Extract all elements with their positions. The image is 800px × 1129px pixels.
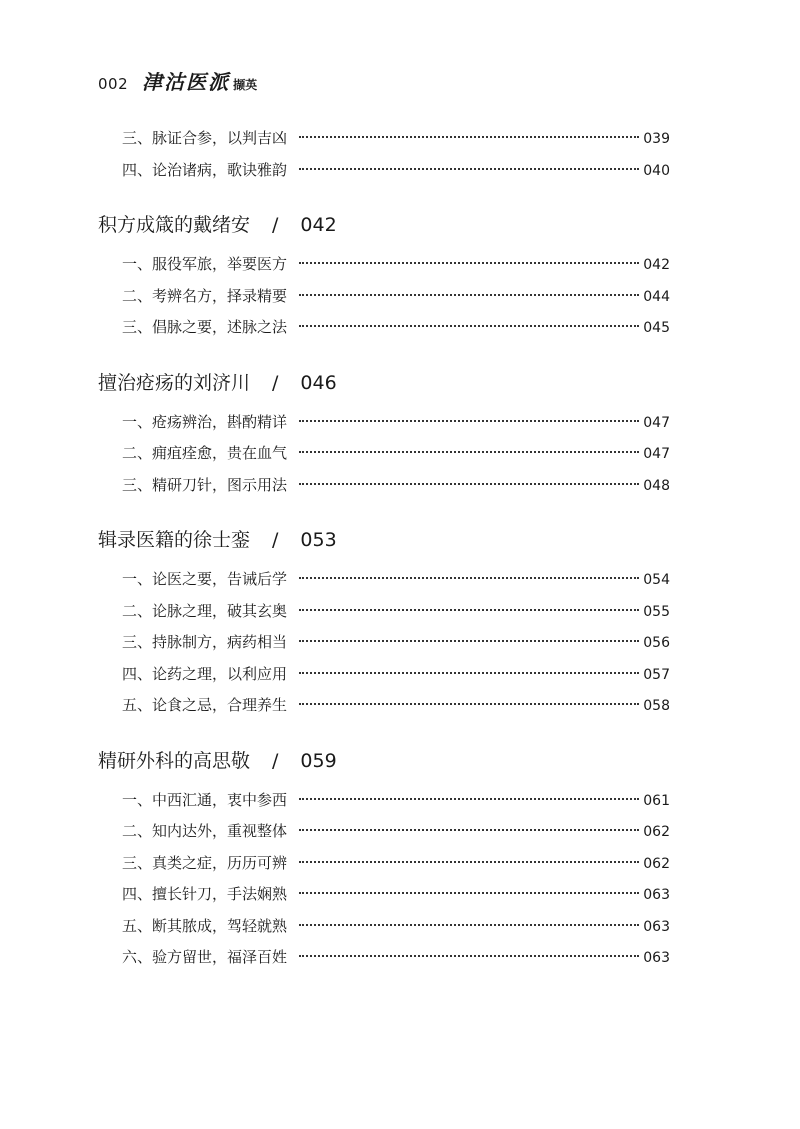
chapter-separator: /: [272, 749, 279, 772]
dot-leader: [299, 483, 639, 485]
dot-leader: [299, 325, 639, 327]
toc-entry[interactable]: [98, 911, 670, 943]
toc-entry[interactable]: [98, 848, 670, 880]
running-header: [98, 66, 257, 95]
toc-entry-title: 五、断其脓成，驾轻就熟: [122, 916, 288, 935]
chapter-separator: /: [272, 214, 279, 236]
toc-entry-title: 一、服役军旅，举要医方: [122, 255, 288, 273]
toc-entry-page: 055: [643, 603, 670, 620]
toc-entry-page: 061: [643, 792, 670, 809]
toc-entry-page: 056: [643, 635, 670, 651]
chapter-heading[interactable]: [98, 523, 670, 557]
toc-entry[interactable]: [98, 659, 670, 691]
toc-entry-page: 045: [643, 320, 670, 336]
chapter-title: 擅治疮疡的刘济川: [98, 371, 251, 394]
toc-entry-title: 三、真类之症，历历可辨: [122, 853, 288, 872]
toc-entry[interactable]: [98, 438, 670, 470]
toc-entry[interactable]: [98, 785, 670, 817]
chapter-page: 046: [300, 371, 337, 394]
toc-chapter-liu-jichuan: [98, 366, 670, 502]
toc-chapter-gao-sijing: [98, 744, 670, 974]
dot-leader: [299, 955, 639, 957]
toc-entry-page: 047: [643, 414, 670, 431]
dot-leader: [299, 420, 639, 422]
dot-leader: [299, 609, 639, 611]
dot-leader: [299, 451, 639, 453]
toc-entry-title: 一、疮疡辨治，斟酌精详: [122, 412, 288, 431]
toc-entry-title: 五、论食之忌，合理养生: [122, 696, 288, 714]
toc-entry-page: 047: [643, 446, 670, 462]
toc-intro-section: [98, 123, 670, 186]
toc-entry-title: 四、论治诸病，歌诀雅韵: [122, 160, 288, 179]
page-number: 002: [98, 75, 129, 93]
dot-leader: [299, 136, 639, 138]
dot-leader: [299, 861, 639, 863]
toc-entry-page: 058: [643, 698, 670, 714]
toc-entry-page: 062: [643, 855, 670, 872]
dot-leader: [299, 892, 639, 894]
chapter-title: 辑录医籍的徐士銮: [98, 529, 251, 551]
toc-entry-title: 六、验方留世，福泽百姓: [122, 948, 288, 966]
dot-leader: [299, 703, 639, 705]
toc-entry-title: 四、擅长针刀，手法娴熟: [122, 885, 288, 903]
toc-entry-title: 二、知内达外，重视整体: [122, 822, 288, 840]
toc-entry-page: 063: [643, 950, 670, 966]
toc-entry[interactable]: [98, 249, 670, 281]
dot-leader: [299, 640, 639, 642]
toc-entry[interactable]: [98, 596, 670, 628]
toc-entry-title: 二、痈疽痊愈，贵在血气: [122, 444, 288, 462]
dot-leader: [299, 262, 639, 264]
toc-entry-title: 四、论药之理，以利应用: [122, 664, 288, 683]
toc-entry[interactable]: [98, 564, 670, 596]
chapter-heading[interactable]: [98, 208, 670, 242]
toc-chapter-xu-shiluan: [98, 523, 670, 722]
toc-entry[interactable]: [98, 123, 670, 155]
toc-entry-page: 040: [643, 162, 670, 179]
toc-entry[interactable]: [98, 312, 670, 344]
chapter-title: 精研外科的高思敬: [98, 749, 251, 772]
dot-leader: [299, 924, 639, 926]
book-title-group: [142, 66, 257, 95]
chapter-separator: /: [272, 371, 279, 394]
toc-entry-title: 三、倡脉之要，述脉之法: [122, 318, 288, 336]
toc-entry-page: 063: [643, 887, 670, 903]
dot-leader: [299, 168, 639, 170]
toc-entry[interactable]: [98, 155, 670, 187]
toc-entry-page: 062: [643, 824, 670, 840]
chapter-page: 053: [300, 529, 337, 551]
dot-leader: [299, 294, 639, 296]
toc-entry-page: 048: [643, 477, 670, 494]
toc-entry-page: 054: [643, 572, 670, 588]
toc-entry[interactable]: [98, 942, 670, 974]
toc-entry-title: 一、中西汇通，衷中参西: [122, 790, 288, 809]
chapter-heading[interactable]: [98, 744, 670, 778]
toc-entry[interactable]: [98, 470, 670, 502]
toc-entry[interactable]: [98, 627, 670, 659]
chapter-page: 042: [300, 214, 337, 236]
toc-entry-title: 三、持脉制方，病药相当: [122, 633, 288, 651]
toc-entry[interactable]: [98, 816, 670, 848]
chapter-title: 积方成箴的戴绪安: [98, 214, 251, 236]
book-title: 津沽医派: [142, 70, 231, 94]
toc-entry-page: 042: [643, 257, 670, 273]
chapter-separator: /: [272, 529, 279, 551]
toc-entry[interactable]: [98, 281, 670, 313]
toc-chapter-dai-xuan: [98, 208, 670, 344]
toc-entry-title: 三、脉证合参，以判吉凶: [122, 129, 288, 147]
toc-entry-page: 063: [643, 918, 670, 935]
dot-leader: [299, 829, 639, 831]
toc-entry-title: 二、考辨名方，择录精要: [122, 286, 288, 305]
toc-entry-page: 039: [643, 131, 670, 147]
dot-leader: [299, 577, 639, 579]
chapter-page: 059: [300, 749, 337, 772]
chapter-heading[interactable]: [98, 366, 670, 400]
toc-entry-page: 057: [643, 666, 670, 683]
book-subtitle: 撷英: [233, 78, 258, 92]
toc-entry[interactable]: [98, 407, 670, 439]
toc-entry-title: 三、精研刀针，图示用法: [122, 475, 288, 494]
dot-leader: [299, 798, 639, 800]
toc-entry[interactable]: [98, 690, 670, 722]
toc-entry-page: 044: [643, 288, 670, 305]
toc-entry[interactable]: [98, 879, 670, 911]
dot-leader: [299, 672, 639, 674]
toc-entry-title: 二、论脉之理，破其玄奥: [122, 601, 288, 620]
table-of-contents: [98, 123, 670, 996]
toc-entry-title: 一、论医之要，告诫后学: [122, 570, 288, 588]
